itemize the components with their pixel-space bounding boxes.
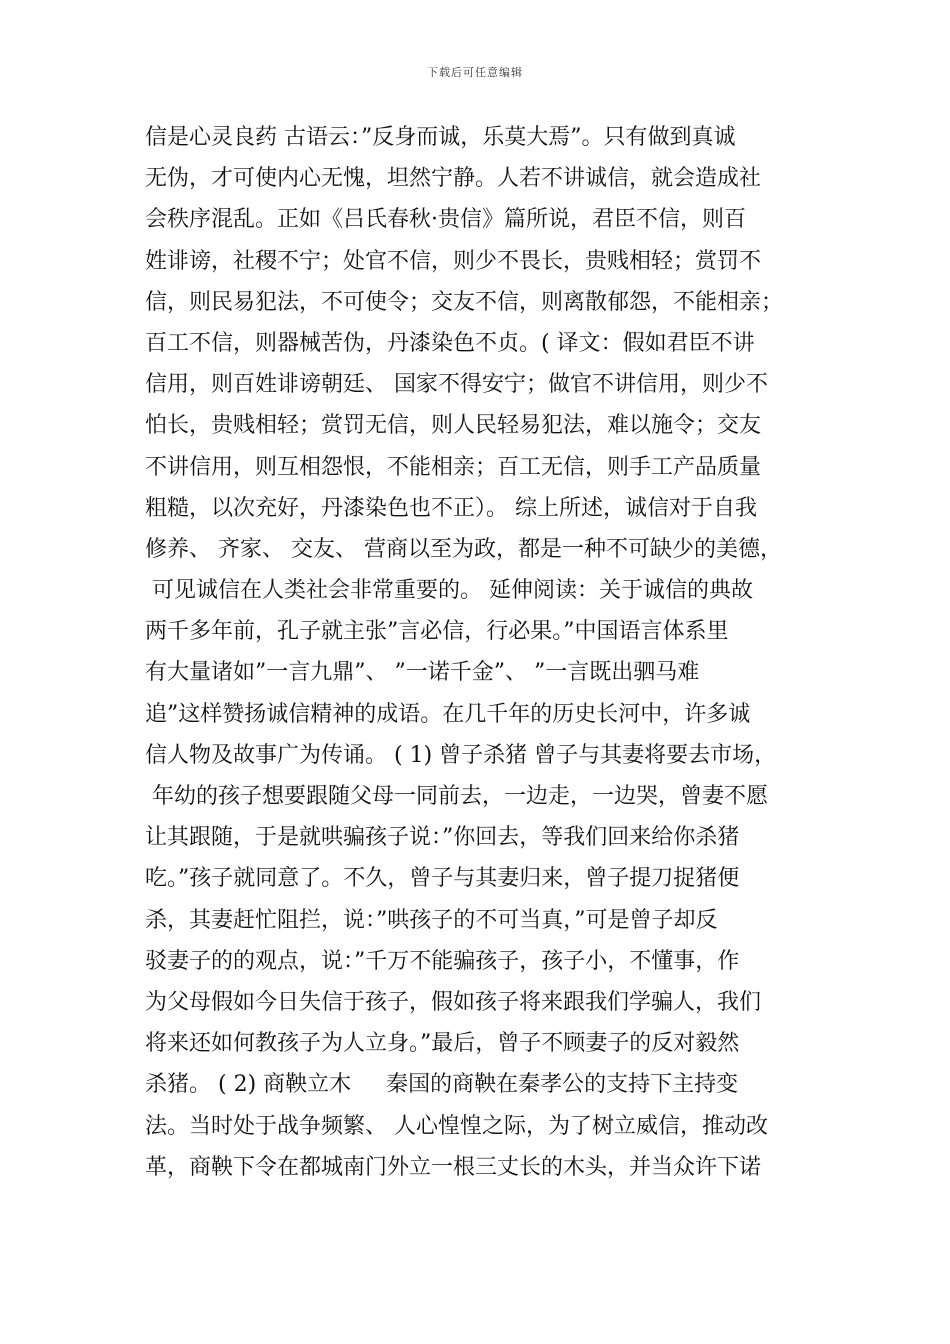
text-line: 信用，则百姓诽谤朝廷、 国家不得安宁；做官不讲信用，则少不 bbox=[145, 372, 768, 398]
text-line: 可见诚信在人类社会非常重要的。 延伸阅读：关于诚信的典故 bbox=[145, 578, 753, 604]
text-line: 追”这样赞扬诚信精神的成语。在几千年的历史长河中，许多诚 bbox=[145, 701, 751, 727]
text-line: 革，商鞅下令在都城南门外立一根三丈长的木头，并当众许下诺 bbox=[145, 1154, 762, 1180]
text-line: 让其跟随，于是就哄骗孩子说：”你回去，等我们回来给你杀猪 bbox=[145, 825, 740, 851]
text-line: 无伪，才可使内心无愧，坦然宁静。人若不讲诚信，就会造成社 bbox=[145, 166, 762, 192]
text-line: 姓诽谤，社稷不宁；处官不信，则少不畏长，贵贱相轻；赏罚不 bbox=[145, 248, 762, 274]
text-line: 法。当时处于战争频繁、 人心惶惶之际，为了树立威信，推动改 bbox=[145, 1113, 768, 1139]
text-line: 修养、 齐家、 交友、 营商以至为政，都是一种不可缺少的美德， bbox=[145, 536, 782, 562]
header-note: 下载后可任意编辑 bbox=[427, 66, 523, 79]
text-line: 信，则民易犯法，不可使令；交友不信，则离散郁怨，不能相亲； bbox=[145, 289, 784, 315]
text-line: 驳妻子的的观点，说：”千万不能骗孩子，孩子小，不懂事，作 bbox=[145, 948, 740, 974]
text-line: 粗糙，以次充好，丹漆染色也不正）。 综上所述，诚信对于自我 bbox=[145, 495, 757, 521]
text-line: 会秩序混乱。正如《吕氏春秋·贵信》篇所说，君臣不信，则百 bbox=[145, 207, 746, 233]
text-line: 信人物及故事广为传诵。 ( 1) 曾子杀猪 曾子与其妻将要去市场， bbox=[145, 742, 777, 768]
body-text bbox=[145, 117, 815, 1188]
text-line: 杀猪。 ( 2) 商鞅立木 秦国的商鞅在秦孝公的支持下主持变 bbox=[145, 1072, 739, 1098]
text-line: 为父母假如今日失信于孩子，假如孩子将来跟我们学骗人，我们 bbox=[145, 989, 762, 1015]
text-line: 百工不信，则器械苦伪，丹漆染色不贞。( 译文：假如君臣不讲 bbox=[145, 330, 755, 356]
text-line: 将来还如何教孩子为人立身。”最后，曾子不顾妻子的反对毅然 bbox=[145, 1031, 740, 1057]
text-line: 杀，其妻赶忙阻拦，说：”哄孩子的不可当真，”可是曾子却反 bbox=[145, 907, 718, 933]
text-line: 信是心灵良药 古语云：”反身而诚，乐莫大焉”。只有做到真诚 bbox=[145, 125, 736, 150]
text-line: 有大量诸如”一言九鼎”、 ”一诺千金”、 ”一言既出驷马难 bbox=[145, 660, 700, 686]
text-line: 怕长，贵贱相轻；赏罚无信，则人民轻易犯法，难以施令；交友 bbox=[145, 413, 762, 439]
text-line: 两千多年前，孔子就主张”言必信，行必果。”中国语言体系里 bbox=[145, 619, 729, 645]
text-line: 不讲信用，则互相怨恨，不能相亲；百工无信，则手工产品质量 bbox=[145, 454, 762, 480]
text-line: 吃。”孩子就同意了。不久，曾子与其妻归来，曾子提刀捉猪便 bbox=[145, 866, 740, 892]
text-line: 年幼的孩子想要跟随父母一同前去，一边走，一边哭，曾妻不愿 bbox=[145, 784, 768, 809]
